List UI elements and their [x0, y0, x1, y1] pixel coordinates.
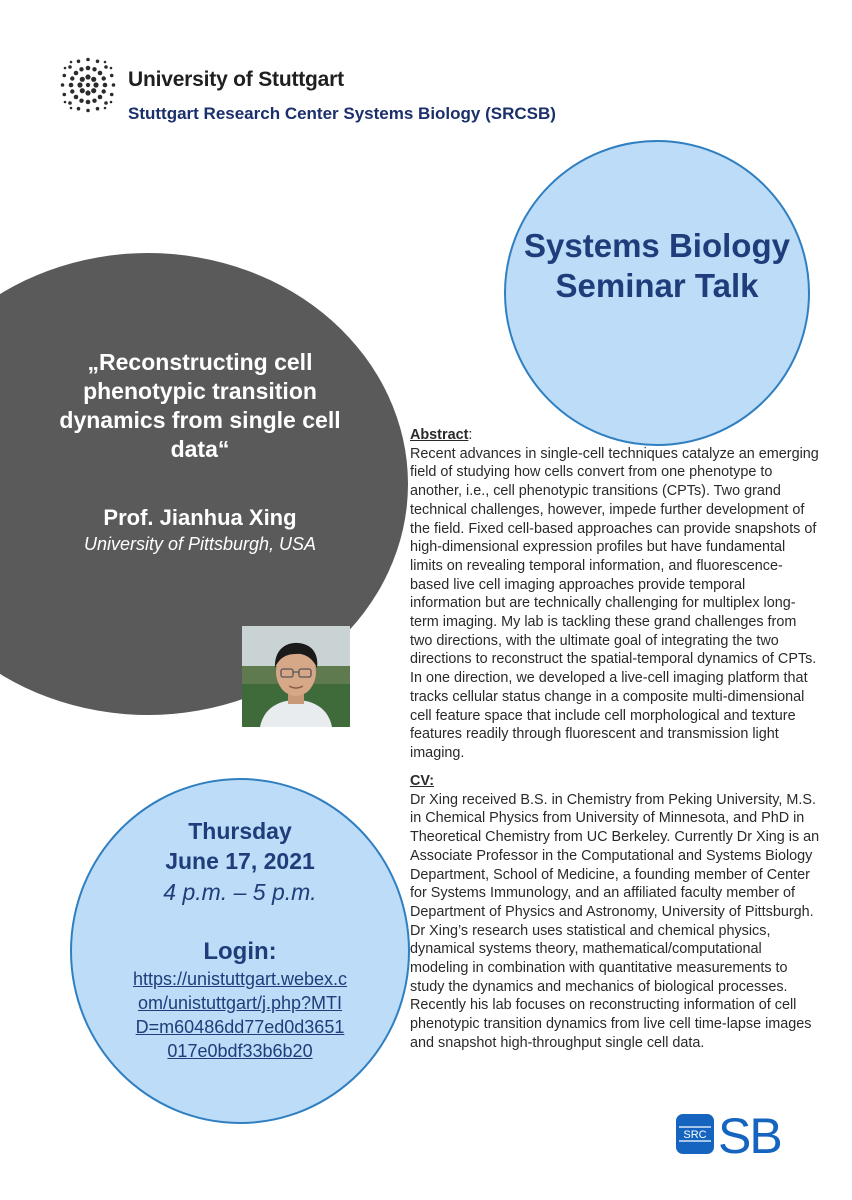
- research-center-name: Stuttgart Research Center Systems Biology (SRCSB): [128, 104, 556, 123]
- event-time: 4 p.m. – 5 p.m.: [163, 879, 317, 905]
- login-link[interactable]: [70, 967, 410, 1063]
- cv-label: CV:: [410, 773, 434, 789]
- talk-title-line: „Reconstructing cell: [87, 349, 313, 375]
- cv-section: [410, 772, 820, 1053]
- talk-title: [20, 348, 380, 464]
- login-link-line[interactable]: 017e0bdf33b6b20: [167, 1041, 313, 1061]
- abstract-colon: :: [468, 427, 473, 443]
- logo-large-text: SB: [718, 1112, 781, 1156]
- cv-text: Dr Xing received B.S. in Chemistry from Peking University, M.S. in Chemical Physics from University of Minnesota, and PhD in Theoretical Chemistry from UC Berkeley. Currently Dr Xing is an Associate Professor in the Computational and Systems Biology Department, School of Medicine, a founding member of Center for Systems Immunology, and an affiliated faculty member of Department of Physics and Astronomy, University of Pittsburgh. Dr Xing’s research uses statistical and chemical physics, dynamical systems theory, mathematical/computational modeling in combination with quantitative measurements to study the dynamics and mechanics of biological processes. Recently his lab focuses on reconstructing information of cell phenotypic transition dynamics from live cell time-lapse images and snapshot high-throughput single cell data.: [410, 791, 820, 1051]
- event-day: Thursday: [188, 818, 292, 844]
- university-name: University of Stuttgart: [128, 68, 344, 91]
- login-link-line[interactable]: om/unistuttgart/j.php?MTI: [137, 993, 343, 1013]
- login-label: Login:: [203, 938, 277, 965]
- talk-title-line: dynamics from single cell: [59, 407, 341, 433]
- login-link-line[interactable]: D=m60486dd77ed0d3651: [135, 1017, 345, 1037]
- logo-small-text: SRC: [683, 1129, 707, 1141]
- seminar-title-line: Seminar Talk: [555, 267, 759, 304]
- seminar-title-line: Systems Biology: [524, 227, 790, 264]
- abstract-label: Abstract: [410, 427, 469, 443]
- srcsb-logo-icon: [676, 1112, 804, 1156]
- university-logo-icon: [57, 54, 119, 116]
- talk-title-line: data“: [170, 436, 230, 462]
- seminar-title: [504, 226, 810, 306]
- login-link-line[interactable]: https://unistuttgart.webex.c: [132, 969, 348, 989]
- abstract-text: Recent advances in single-cell techniques catalyze an emerging field of studying how cells convert from one phenotype to another, i.e., cell phenotypic transitions (CPTs). Two grand technical challenges, however, impede further development of the field. Fixed cell-based approaches can provide snapshots of high-dimensional expression profiles but have fundamental limits on revealing temporal information, and fluorescence-based live cell imaging approaches provide temporal information but are technically challenging for multiplex long- term imaging. My lab is tackling these grand challenges from two directions, with the ultimate goal of integrating the two directions to reconstruct the spatial-temporal dynamics of CPTs. In one direction, we developed a live-cell imaging platform that tracks cellular status change in a composite multi-dimensional cell feature space that include cell morphological and texture features readily through fluorescent and transmission light imaging.: [410, 445, 819, 761]
- speaker-photo: [242, 626, 350, 727]
- talk-title-line: phenotypic transition: [83, 378, 317, 404]
- speaker-affiliation: University of Pittsburgh, USA: [83, 534, 317, 554]
- speaker-name: Prof. Jianhua Xing: [103, 505, 297, 530]
- event-date: June 17, 2021: [165, 848, 315, 874]
- abstract-section: [410, 426, 820, 763]
